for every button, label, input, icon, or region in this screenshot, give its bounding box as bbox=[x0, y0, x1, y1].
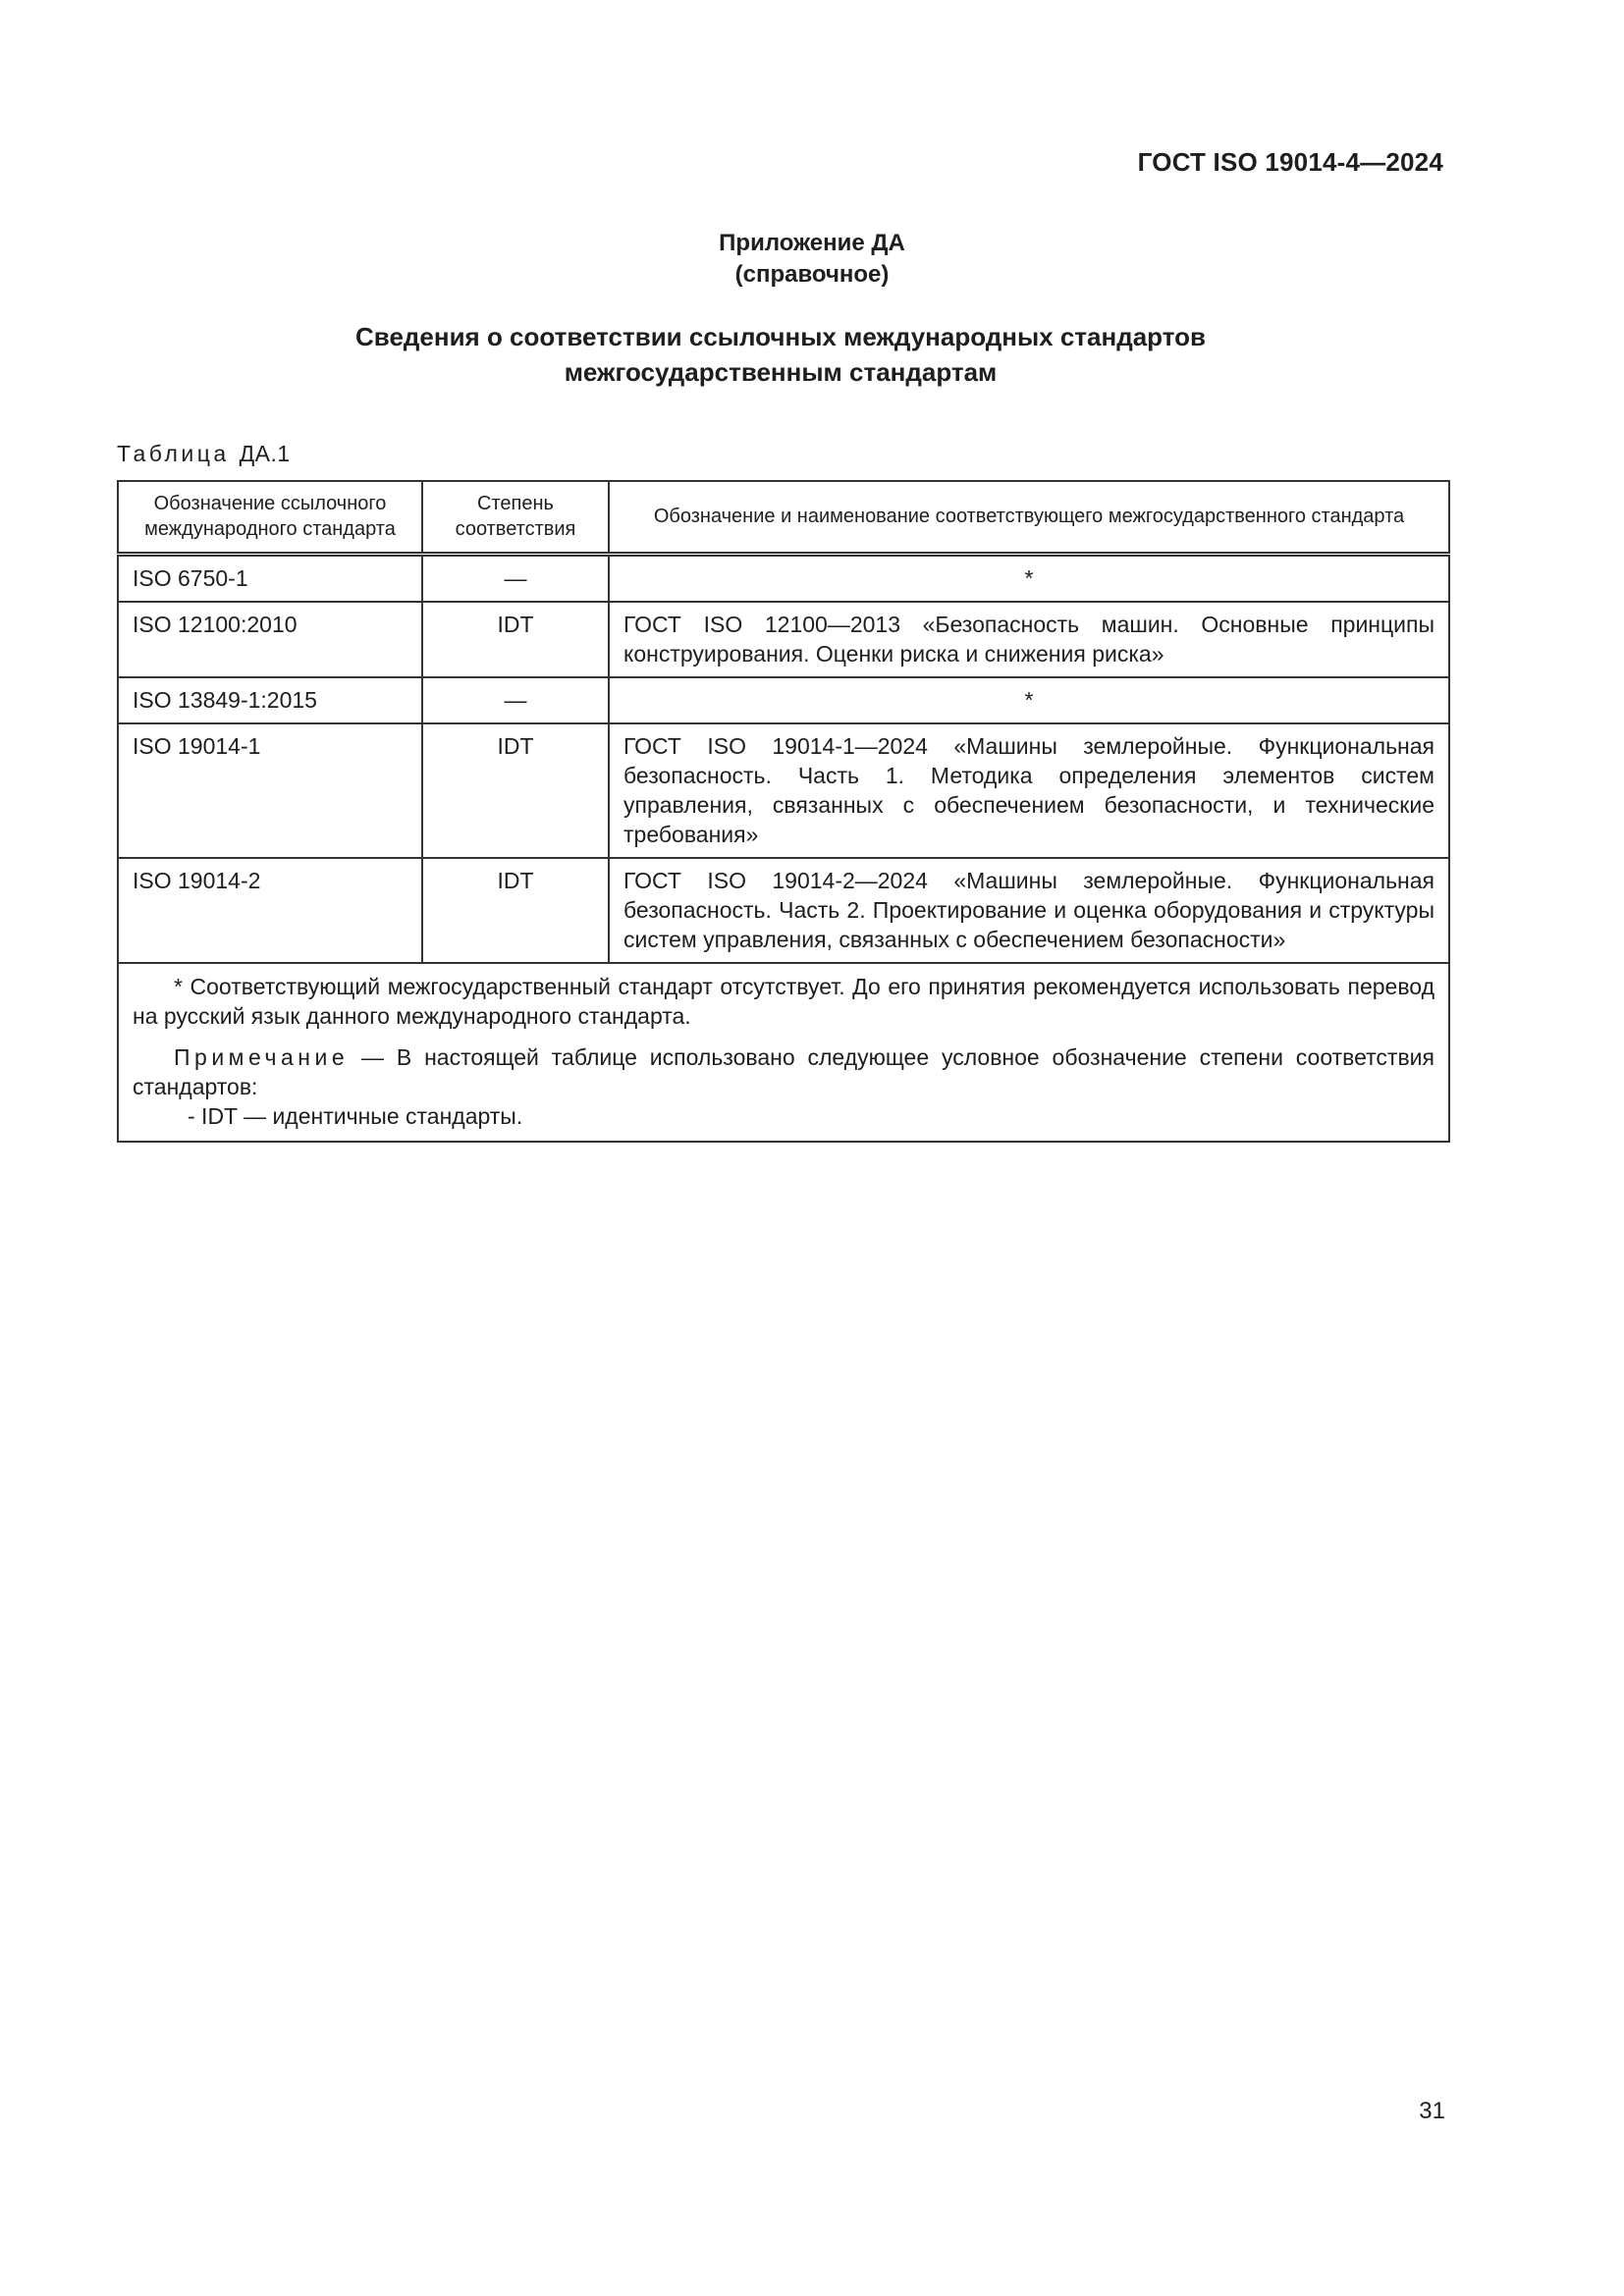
section-heading bbox=[0, 319, 1561, 390]
cell-national: * bbox=[609, 555, 1449, 603]
cell-national: ГОСТ ISO 12100—2013 «Безопасность машин. Основные принципы конструирования. Оценки риска и снижения риска» bbox=[609, 602, 1449, 677]
cell-national: ГОСТ ISO 19014-2—2024 «Машины землеройные. Функциональная безопасность. Часть 2. Проектирование и оценка оборудования и структуры систем управления, связанных с обеспечением безопасности» bbox=[609, 858, 1449, 963]
cell-degree: IDT bbox=[422, 858, 609, 963]
cell-reference: ISO 19014-2 bbox=[118, 858, 422, 963]
note-item: - IDT — идентичные стандарты. bbox=[188, 1103, 523, 1129]
header-reference-standard: Обозначение ссылочного международного стандарта bbox=[118, 481, 422, 555]
table-notes-row bbox=[118, 963, 1449, 1142]
table-label-word: Таблица bbox=[117, 441, 230, 466]
cell-reference: ISO 12100:2010 bbox=[118, 602, 422, 677]
page-number: 31 bbox=[1419, 2098, 1445, 2124]
table-row bbox=[118, 555, 1449, 603]
appendix-title: Приложение ДА bbox=[719, 230, 905, 256]
section-heading-line-2: межгосударственным стандартам bbox=[564, 357, 998, 387]
document-code: ГОСТ ISO 19014-4—2024 bbox=[1137, 147, 1443, 177]
appendix-heading bbox=[0, 228, 1624, 291]
header-national-standard: Обозначение и наименование соответствующего межгосударственного стандарта bbox=[609, 481, 1449, 555]
note-label: Примечание bbox=[174, 1044, 350, 1070]
table-row bbox=[118, 723, 1449, 858]
table-label-number: ДА.1 bbox=[239, 441, 291, 466]
table-row bbox=[118, 602, 1449, 677]
table-label bbox=[117, 441, 291, 467]
cell-reference: ISO 19014-1 bbox=[118, 723, 422, 858]
cell-national: ГОСТ ISO 19014-1—2024 «Машины землеройные. Функциональная безопасность. Часть 1. Методика определения элементов систем управления, связанных с обеспечением безопасности, и технические требования» bbox=[609, 723, 1449, 858]
table-header-row bbox=[118, 481, 1449, 555]
correspondence-table bbox=[117, 480, 1450, 1143]
cell-degree: IDT bbox=[422, 602, 609, 677]
table-row bbox=[118, 677, 1449, 723]
table-note bbox=[133, 1042, 1435, 1101]
section-heading-line-1: Сведения о соответствии ссылочных международных стандартов bbox=[355, 322, 1206, 351]
header-degree: Степень соответствия bbox=[422, 481, 609, 555]
cell-degree: — bbox=[422, 677, 609, 723]
table-footnote: * Соответствующий межгосударственный стандарт отсутствует. До его принятия рекомендуется использовать перевод на русский язык данного международного стандарта. bbox=[133, 974, 1435, 1029]
cell-reference: ISO 6750-1 bbox=[118, 555, 422, 603]
cell-degree: — bbox=[422, 555, 609, 603]
table-row bbox=[118, 858, 1449, 963]
note-text: — В настоящей таблице использовано следующее условное обозначение степени соответствия стандартов: bbox=[133, 1044, 1435, 1099]
table-notes bbox=[118, 963, 1449, 1142]
cell-national: * bbox=[609, 677, 1449, 723]
appendix-type: (справочное) bbox=[734, 261, 890, 288]
cell-degree: IDT bbox=[422, 723, 609, 858]
cell-reference: ISO 13849-1:2015 bbox=[118, 677, 422, 723]
